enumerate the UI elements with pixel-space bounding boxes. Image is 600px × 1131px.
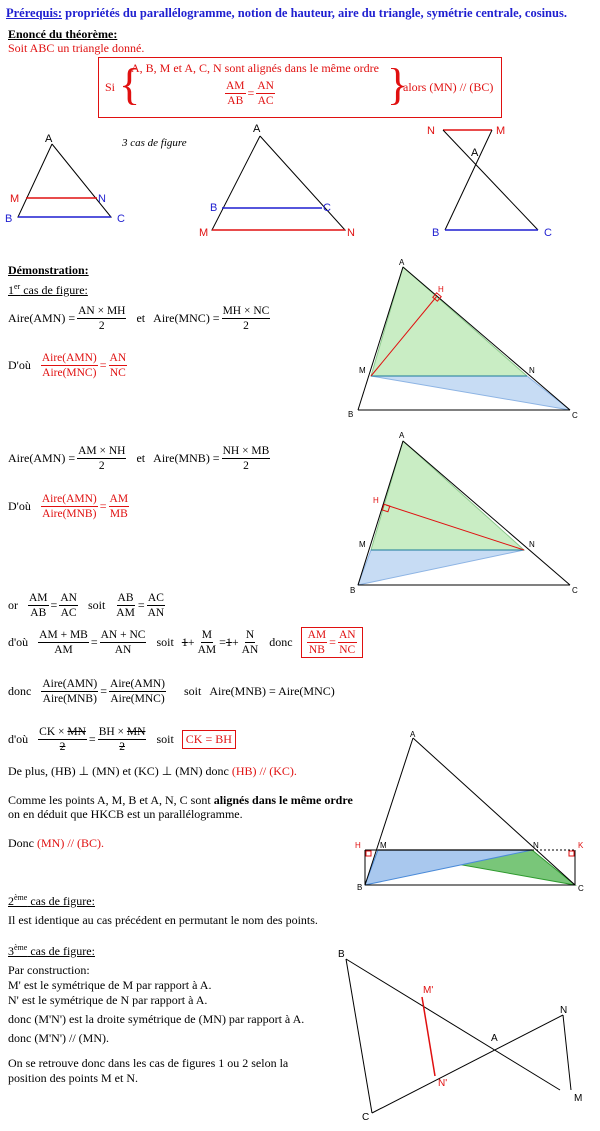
svg-text:N: N: [529, 366, 535, 375]
svg-text:N: N: [560, 1005, 568, 1016]
c2-N: N: [347, 227, 355, 239]
result-ck-bh: CK = BH: [182, 730, 236, 749]
line-sum: d'où $\frac{AM + MB}{AM}$ = $\frac{AN + NC}{AN}$ soit 1 + $\frac{M}{AM}$ = 1 + $\frac{N}{AN}$ donc $\frac{AM}{NB}$ = $\frac{AN}{NC}$: [8, 627, 363, 658]
case1-title: 1er cas de figure:: [8, 282, 88, 297]
line-area-formulas-2: Aire(AMN) = $\frac{AM \times NH}{2}$ et Aire(MNB) = $\frac{NH \times MB}{2}$: [8, 445, 270, 472]
case3-figure: [427, 125, 552, 239]
c3-A: A: [471, 147, 479, 159]
case2-title: 2ème cas de figure:: [8, 893, 95, 908]
svg-text:B: B: [338, 949, 345, 960]
c2-M: M: [199, 227, 209, 239]
svg-text:N': N': [438, 1078, 448, 1089]
theorem-box: Si { } A, B, M et A, C, N sont alignés dans le même ordre $\frac{AM}{AB}$ = $\frac{AN}{AC}$ alors (MN) // (BC): [98, 57, 502, 118]
svg-text:B: B: [357, 883, 363, 892]
line-perpendicular: De plus, (HB) ⊥ (MN) et (KC) ⊥ (MN) donc (HB) // (KC).: [8, 764, 297, 778]
svg-text:A: A: [410, 730, 416, 739]
svg-text:M: M: [359, 366, 366, 375]
result-ratio-box: $\frac{AM}{NB}$ = $\frac{AN}{NC}$: [301, 627, 363, 658]
svg-text:H: H: [373, 496, 379, 505]
line-heights-equal: d'où $\frac{CK \times MN}{2}$ = $\frac{BH \times MN}{2}$ soit CK = BH: [8, 726, 236, 753]
line-ratio-2: D'où $\frac{\text{Aire(AMN)}}{\text{Aire(MNB)}}$ = $\frac{AM}{MB}$: [8, 493, 129, 520]
line-area-formulas-1: Aire(AMN) = $\frac{AN \times MH}{2}$ et Aire(MNC) = $\frac{MH \times NC}{2}$: [8, 305, 270, 332]
svg-text:A: A: [491, 1033, 498, 1044]
svg-text:C: C: [362, 1112, 370, 1123]
c3-M: M: [496, 125, 506, 137]
c3-C: C: [544, 227, 552, 239]
svg-text:H: H: [355, 841, 361, 850]
line-parallelogram: on en déduit que HKCB est un parallélogramme.: [8, 807, 243, 821]
svg-text:N: N: [533, 841, 539, 850]
figure-area-mnb: [340, 425, 590, 600]
c2-C: C: [323, 202, 331, 214]
line-aligned: Comme les points A, M, B et A, N, C sont alignés dans le même ordre: [8, 793, 353, 807]
c1-B: B: [5, 213, 13, 225]
c1-M: M: [10, 193, 20, 205]
case2-body: Il est identique au cas précédent en permutant le nom des points.: [8, 913, 318, 927]
svg-text:A: A: [399, 431, 405, 440]
line-conclusion: Donc (MN) // (BC).: [8, 836, 104, 850]
c3-N: N: [427, 125, 435, 137]
svg-text:A: A: [399, 258, 405, 267]
case1-figure: [5, 133, 125, 225]
theorem-conclusion: alors (MN) // (BC): [403, 80, 494, 94]
c1-A: A: [45, 133, 53, 145]
svg-text:C: C: [578, 884, 584, 893]
line-or: or $\frac{AM}{AB}$ = $\frac{AN}{AC}$ soit $\frac{AB}{AM}$ = $\frac{AC}{AN}$: [8, 592, 165, 619]
prerequisites-line: [6, 6, 567, 21]
figure-parallelogram: [350, 730, 590, 895]
cases-label: 3 cas de figure: [122, 137, 187, 149]
line-ratio-1: D'où $\frac{\text{Aire(AMN)}}{\text{Aire(MNC)}}$ = $\frac{AN}{NC}$: [8, 352, 127, 379]
svg-text:M: M: [574, 1093, 583, 1104]
svg-text:B: B: [350, 586, 356, 595]
prereq-label: Prérequis:: [6, 6, 63, 20]
svg-text:M: M: [359, 540, 366, 549]
svg-text:B: B: [348, 410, 354, 419]
c2-B: B: [210, 202, 218, 214]
theorem-condition-1: A, B, M et A, C, N sont alignés dans le même ordre: [131, 61, 379, 75]
theorem-si: Si: [105, 80, 116, 94]
theorem-intro: Soit ABC un triangle donné.: [8, 41, 145, 55]
line-area-equal: donc $\frac{\text{Aire(AMN)}}{\text{Aire(MNB)}}$ = $\frac{\text{Aire(AMN)}}{\text{Aire(MNC)}}$ soit Aire(MNB) = Aire(MNC): [8, 678, 335, 705]
theorem-condition-2: $\frac{AM}{AB}$ = $\frac{AN}{AC}$: [226, 80, 274, 107]
c1-C: C: [117, 213, 125, 225]
c3-B: B: [432, 227, 440, 239]
svg-text:C: C: [572, 586, 578, 595]
c2-A: A: [253, 123, 261, 135]
figure-area-mnc: [340, 255, 590, 420]
svg-text:K: K: [578, 841, 584, 850]
c1-N: N: [98, 193, 106, 205]
three-cases-figure: [0, 118, 600, 248]
case2-figure: [199, 123, 355, 239]
svg-text:N: N: [529, 540, 535, 549]
svg-text:C: C: [572, 411, 578, 420]
prereq-text: propriétés du parallélogramme, notion de hauteur, aire du triangle, symétrie centrale, cosinus.: [62, 6, 567, 20]
svg-text:M': M': [423, 985, 434, 996]
theorem-title: Enoncé du théorème:: [8, 27, 118, 41]
case3-body: Par construction: M' est le symétrique de M par rapport à A. N' est le symétrique de N par rapport à A. donc (M'N') est la droite symétrique de (MN) par rapport à A. donc (M'N') // (MN). On se retrouve donc dans les cas de figures 1 ou 2 selon la position des points M et N.: [8, 963, 305, 1085]
case3-title: 3ème cas de figure:: [8, 943, 95, 958]
svg-text:M: M: [380, 841, 387, 850]
demo-title: Démonstration:: [8, 263, 89, 277]
svg-text:H: H: [438, 285, 444, 294]
figure-symmetry: [330, 945, 590, 1125]
